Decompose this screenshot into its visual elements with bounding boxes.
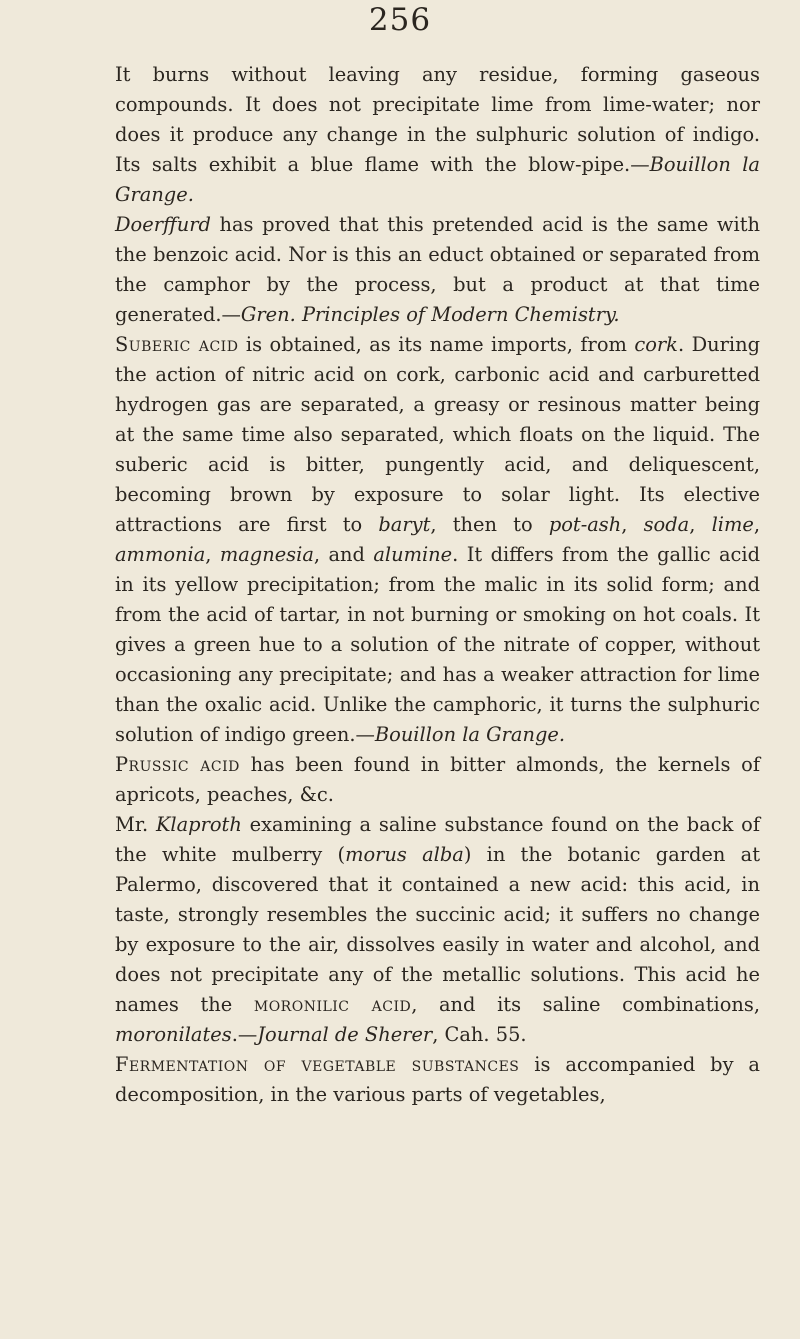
paragraph-doerffurd xyxy=(115,210,760,330)
entry-heading: Prussic acid xyxy=(115,753,240,776)
paragraph-suberic-acid xyxy=(115,330,760,750)
text-run: has been found in bitter almonds, the kernels of apricots, peaches, &c. xyxy=(115,753,760,806)
entry-heading: Fermentation of vegetable substances xyxy=(115,1053,520,1076)
term: moronilic acid xyxy=(253,993,412,1016)
text-run: , and its saline combinations, xyxy=(411,993,760,1016)
term: morus alba xyxy=(345,843,464,866)
author-name: Doerffurd xyxy=(115,213,211,236)
author-name: Klaproth xyxy=(155,813,242,836)
term: magnesia xyxy=(219,543,314,566)
text-run: .— xyxy=(231,1023,258,1046)
paragraph-camphoric-end xyxy=(115,60,760,210)
text-run: . During the action of nitric acid on cork, carbonic acid and carburetted hydrogen gas are separated, a greasy or resinous matter being at the same time also separated, which floats on the liquid. The suberic acid is bitter, pungently acid, and deliquescent, becoming brown by exposure to solar light. Its elective attractions are first to xyxy=(115,333,760,536)
citation: Gren. Principles of Modern Chemistry. xyxy=(240,303,620,326)
text-run: , xyxy=(621,513,644,536)
paragraph-prussic-acid xyxy=(115,750,760,810)
text-run: Mr. xyxy=(115,813,156,836)
text-run: examining a saline substance found on the back of the white mulberry ( xyxy=(115,813,760,866)
term: baryt xyxy=(378,513,431,536)
text-run: , xyxy=(205,543,220,566)
term: moronilates xyxy=(115,1023,232,1046)
entry-heading: Suberic acid xyxy=(115,333,239,356)
text-run: , xyxy=(689,513,712,536)
text-run: , and xyxy=(313,543,374,566)
citation: Bouillon la Grange. xyxy=(115,153,760,206)
term: pot-ash xyxy=(548,513,622,536)
term: soda xyxy=(643,513,690,536)
text-run: , xyxy=(753,513,761,536)
text-run: , Cah. 55. xyxy=(432,1023,527,1046)
citation: Journal de Sherer xyxy=(257,1023,433,1046)
term: cork xyxy=(634,333,678,356)
page-number: 256 xyxy=(368,2,432,38)
term: ammonia xyxy=(115,543,206,566)
text-run: is accompanied by a decomposition, in the various parts of vegetables, xyxy=(115,1053,760,1106)
term: alumine xyxy=(373,543,453,566)
citation: Bouillon la Grange. xyxy=(374,723,566,746)
paragraph-fermentation xyxy=(115,1050,760,1110)
term: lime xyxy=(711,513,754,536)
text-run: ) in the botanic garden at Palermo, discovered that it contained a new acid: this acid, in taste, strongly resembles the succinic acid; it suffers no change by exposure to the air, dissolves easily in water and alcohol, and does not precipitate any of the metallic solutions. This acid he names the xyxy=(115,843,760,1016)
text-run: , then to xyxy=(430,513,549,536)
text-run: . It differs from the gallic acid in its yellow precipitation; from the malic in its solid form; and from the acid of tartar, in not burning or smoking on hot coals. It gives a green hue to a solution of the nitrate of copper, without occasioning any precipitate; and has a weaker attraction for lime than the oxalic acid. Unlike the camphoric, it turns the sulphuric solution of indigo green.— xyxy=(115,543,761,746)
text-run: is obtained, as its name imports, from xyxy=(238,333,635,356)
text-run: It burns without leaving any residue, forming gaseous compounds. It does not precipitate lime from lime-water; nor does it produce any change in the sulphuric solution of indigo. Its salts exhibit a blue flame with the blow-pipe.— xyxy=(115,63,760,176)
paragraph-klaproth xyxy=(115,810,760,1050)
text-run: has proved that this pretended acid is the same with the benzoic acid. Nor is this an educt obtained or separated from the camphor by the process, but a product at that time generated.— xyxy=(115,213,760,326)
body-text xyxy=(115,60,760,1110)
